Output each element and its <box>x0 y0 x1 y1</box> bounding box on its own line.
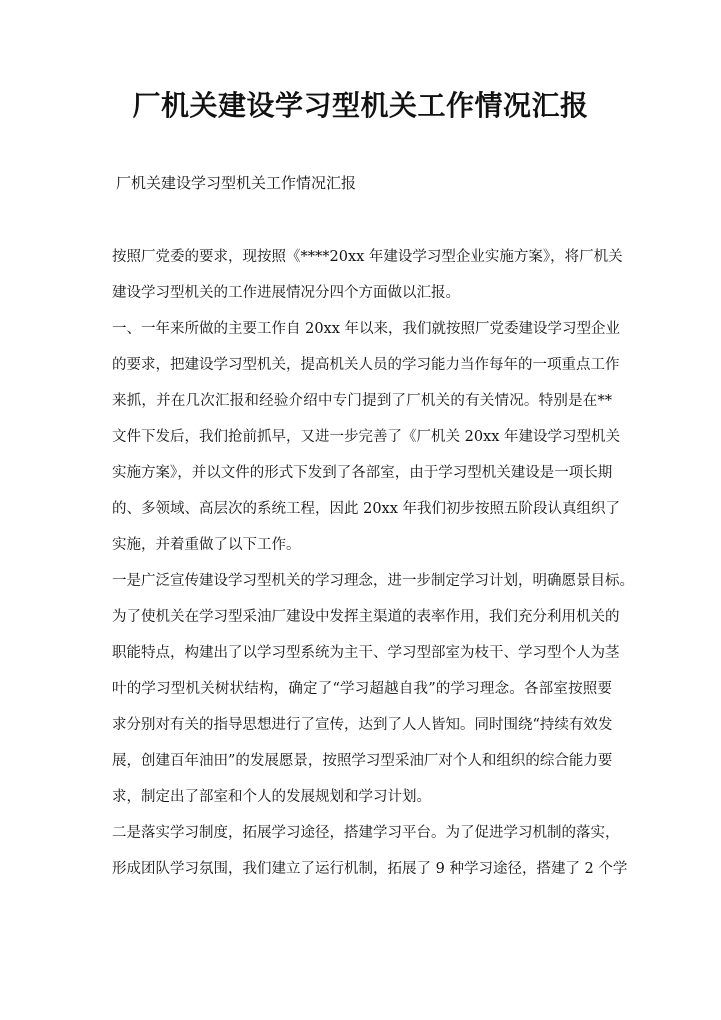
body-line: 一是广泛宣传建设学习型机关的学习理念，进一步制定学习计划，明确愿景目标。 <box>112 573 634 589</box>
body-line: 为了使机关在学习型采油厂建设中发挥主渠道的表率作用，我们充分利用机关的 <box>112 609 620 625</box>
body-line: 求分别对有关的指导思想进行了宣传，达到了人人皆知。同时围绕“持续有效发 <box>112 717 613 733</box>
body-line: 叶的学习型机关树状结构，确定了“学习超越自我”的学习理念。各部室按照要 <box>112 681 612 697</box>
document-body <box>112 246 634 894</box>
body-line: 职能特点，构建出了以学习型系统为主干、学习型部室为枝干、学习型个人为茎 <box>112 645 620 661</box>
body-line: 来抓，并在几次汇报和经验介绍中专门提到了厂机关的有关情况。特别是在** <box>112 393 612 409</box>
body-line: 求，制定出了部室和个人的发展规划和学习计划。 <box>112 789 431 805</box>
body-line: 形成团队学习氛围，我们建立了运行机制，拓展了 9 种学习途径，搭建了 2 个学 <box>112 861 628 877</box>
body-line: 的要求，把建设学习型机关，提高机关人员的学习能力当作每年的一项重点工作 <box>112 357 620 373</box>
body-line: 实施，并着重做了以下工作。 <box>112 537 301 553</box>
document-title: 厂机关建设学习型机关工作情况汇报 <box>132 89 589 122</box>
body-line: 展，创建百年油田”的发展愿景，按照学习型采油厂对个人和组织的综合能力要 <box>112 753 613 769</box>
body-line: 建设学习型机关的工作进展情况分四个方面做以汇报。 <box>112 285 460 301</box>
body-line: 的、多领域、高层次的系统工程，因此 20xx 年我们初步按照五阶段认真组织了 <box>112 501 621 517</box>
body-line: 文件下发后，我们抢前抓早，又进一步完善了《厂机关 20xx 年建设学习型机关 <box>112 429 621 445</box>
body-line: 二是落实学习制度，拓展学习途径，搭建学习平台。为了促进学习机制的落实， <box>112 825 620 841</box>
body-line: 按照厂党委的要求，现按照《****20xx 年建设学习型企业实施方案》，将厂机关 <box>112 249 623 265</box>
body-line: 一、一年来所做的主要工作自 20xx 年以来，我们就按照厂党委建设学习型企业 <box>112 321 621 337</box>
document-subtitle: 厂机关建设学习型机关工作情况汇报 <box>116 174 357 192</box>
body-line: 实施方案》，并以文件的形式下发到了各部室，由于学习型机关建设是一项长期 <box>112 465 613 481</box>
